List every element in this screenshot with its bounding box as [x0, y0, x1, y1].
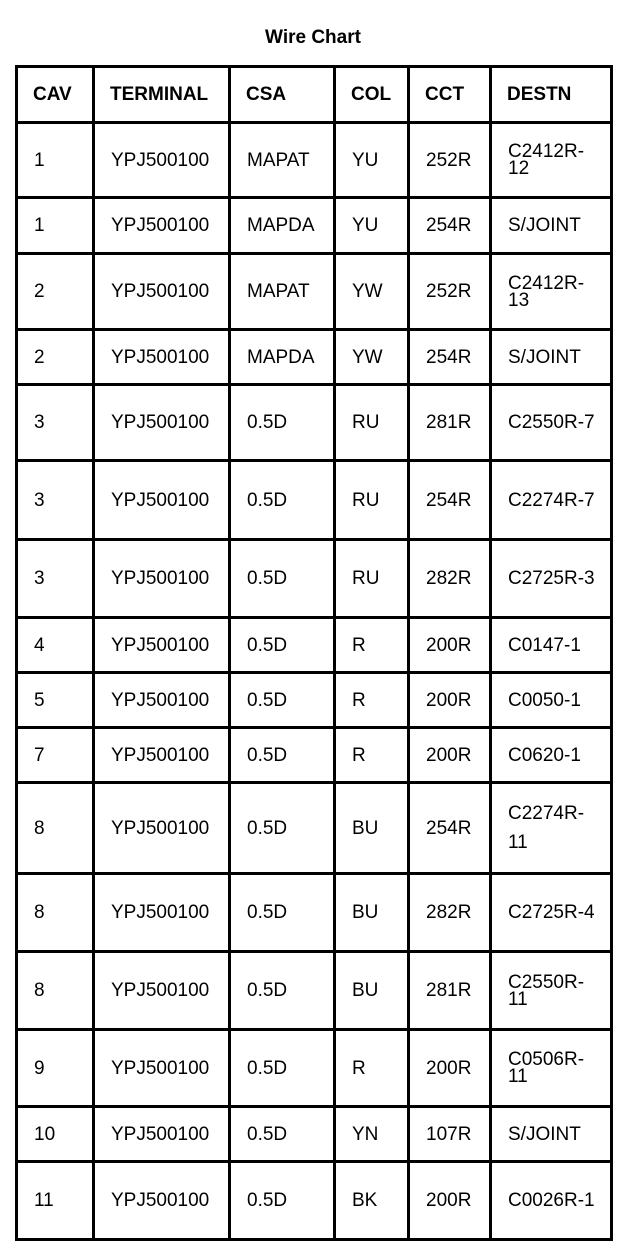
cell-cct: 200R [409, 728, 491, 783]
destn-text: C2725R-4 [508, 902, 595, 923]
cell-terminal: YPJ500100 [94, 728, 230, 783]
destn-text: C0620-1 [508, 744, 581, 766]
destn-text: C2274R-11 [508, 803, 585, 853]
cell-cct: 254R [409, 330, 491, 385]
cell-cav: 7 [17, 728, 94, 783]
cell-col: BU [335, 874, 409, 952]
cell-destn [491, 540, 612, 618]
table-row [17, 254, 612, 330]
destn-text: C0147-1 [508, 634, 581, 656]
cell-destn [491, 1030, 612, 1107]
cell-cct: 254R [409, 461, 491, 540]
cell-csa: 0.5D [230, 540, 335, 618]
column-header-destn: DESTN [491, 67, 612, 123]
cell-cct: 252R [409, 254, 491, 330]
cell-terminal: YPJ500100 [94, 673, 230, 728]
table-row [17, 618, 612, 673]
column-header-cct: CCT [409, 67, 491, 123]
cell-csa: 0.5D [230, 1030, 335, 1107]
table-row [17, 330, 612, 385]
cell-csa: 0.5D [230, 783, 335, 874]
cell-destn [491, 123, 612, 198]
cell-cct: 200R [409, 1162, 491, 1240]
cell-destn [491, 673, 612, 728]
table-row [17, 874, 612, 952]
column-header-col: COL [335, 67, 409, 123]
cell-csa: 0.5D [230, 728, 335, 783]
cell-terminal: YPJ500100 [94, 461, 230, 540]
table-row [17, 728, 612, 783]
destn-text: C0026R-1 [508, 1190, 595, 1211]
cell-cct: 281R [409, 385, 491, 461]
cell-destn [491, 330, 612, 385]
table-header-row [17, 67, 612, 123]
table-row [17, 1030, 612, 1107]
destn-text: S/JOINT [508, 346, 581, 368]
cell-cct: 282R [409, 874, 491, 952]
cell-terminal: YPJ500100 [94, 618, 230, 673]
cell-destn [491, 385, 612, 461]
cell-cct: 281R [409, 952, 491, 1030]
destn-text: C2274R-7 [508, 489, 595, 511]
cell-csa: 0.5D [230, 618, 335, 673]
table-row [17, 198, 612, 254]
table-row [17, 461, 612, 540]
cell-cav: 8 [17, 874, 94, 952]
destn-text: C0050-1 [508, 689, 581, 711]
destn-text: S/JOINT [508, 215, 581, 236]
cell-cav: 8 [17, 783, 94, 874]
cell-csa: MAPDA [230, 330, 335, 385]
cell-cct: 200R [409, 673, 491, 728]
table-row [17, 952, 612, 1030]
cell-csa: 0.5D [230, 385, 335, 461]
destn-text: S/JOINT [508, 1123, 581, 1145]
table-row [17, 1107, 612, 1162]
cell-csa: 0.5D [230, 1107, 335, 1162]
cell-terminal: YPJ500100 [94, 385, 230, 461]
cell-col: RU [335, 540, 409, 618]
destn-text: C2550R-7 [508, 412, 595, 433]
cell-terminal: YPJ500100 [94, 254, 230, 330]
cell-terminal: YPJ500100 [94, 1107, 230, 1162]
cell-terminal: YPJ500100 [94, 540, 230, 618]
table-row [17, 540, 612, 618]
cell-destn [491, 254, 612, 330]
cell-cav: 2 [17, 254, 94, 330]
cell-cct: 200R [409, 618, 491, 673]
page-title: Wire Chart [265, 27, 361, 48]
cell-destn [491, 1162, 612, 1240]
cell-terminal: YPJ500100 [94, 198, 230, 254]
destn-text: C0506R-11 [508, 1049, 585, 1087]
cell-col: BK [335, 1162, 409, 1240]
cell-cav: 8 [17, 952, 94, 1030]
cell-terminal: YPJ500100 [94, 783, 230, 874]
cell-col: RU [335, 461, 409, 540]
cell-terminal: YPJ500100 [94, 123, 230, 198]
cell-destn [491, 198, 612, 254]
cell-destn [491, 952, 612, 1030]
cell-col: YU [335, 123, 409, 198]
wire-chart-table [15, 65, 613, 1241]
cell-cav: 1 [17, 198, 94, 254]
cell-csa: 0.5D [230, 874, 335, 952]
table-row [17, 783, 612, 874]
cell-cav: 1 [17, 123, 94, 198]
cell-col: YN [335, 1107, 409, 1162]
cell-terminal: YPJ500100 [94, 874, 230, 952]
cell-col: YW [335, 330, 409, 385]
cell-cct: 200R [409, 1030, 491, 1107]
cell-col: YW [335, 254, 409, 330]
cell-cct: 107R [409, 1107, 491, 1162]
cell-destn [491, 874, 612, 952]
cell-col: BU [335, 783, 409, 874]
cell-col: R [335, 618, 409, 673]
cell-col: RU [335, 385, 409, 461]
cell-terminal: YPJ500100 [94, 1162, 230, 1240]
cell-cav: 5 [17, 673, 94, 728]
column-header-csa: CSA [230, 67, 335, 123]
cell-cct: 252R [409, 123, 491, 198]
cell-cav: 10 [17, 1107, 94, 1162]
cell-csa: 0.5D [230, 952, 335, 1030]
cell-destn [491, 783, 612, 874]
destn-text: C2412R-12 [508, 141, 585, 179]
cell-csa: 0.5D [230, 1162, 335, 1240]
cell-destn [491, 618, 612, 673]
cell-destn [491, 728, 612, 783]
destn-text: C2725R-3 [508, 568, 595, 589]
cell-col: R [335, 1030, 409, 1107]
cell-cav: 3 [17, 540, 94, 618]
cell-cav: 11 [17, 1162, 94, 1240]
table-row [17, 1162, 612, 1240]
cell-destn [491, 461, 612, 540]
table-row [17, 673, 612, 728]
cell-csa: 0.5D [230, 673, 335, 728]
cell-col: R [335, 728, 409, 783]
destn-text: C2412R-13 [508, 272, 585, 311]
cell-terminal: YPJ500100 [94, 952, 230, 1030]
cell-destn [491, 1107, 612, 1162]
cell-col: R [335, 673, 409, 728]
table-row [17, 385, 612, 461]
cell-cav: 9 [17, 1030, 94, 1107]
cell-cav: 3 [17, 385, 94, 461]
column-header-cav: CAV [17, 67, 94, 123]
cell-terminal: YPJ500100 [94, 1030, 230, 1107]
cell-cav: 2 [17, 330, 94, 385]
cell-csa: 0.5D [230, 461, 335, 540]
cell-cct: 282R [409, 540, 491, 618]
cell-cct: 254R [409, 783, 491, 874]
column-header-terminal: TERMINAL [94, 67, 230, 123]
cell-csa: MAPAT [230, 254, 335, 330]
cell-col: YU [335, 198, 409, 254]
cell-cav: 4 [17, 618, 94, 673]
cell-cav: 3 [17, 461, 94, 540]
cell-csa: MAPDA [230, 198, 335, 254]
table-row [17, 123, 612, 198]
cell-cct: 254R [409, 198, 491, 254]
cell-terminal: YPJ500100 [94, 330, 230, 385]
destn-text: C2550R-11 [508, 971, 585, 1010]
cell-col: BU [335, 952, 409, 1030]
cell-csa: MAPAT [230, 123, 335, 198]
